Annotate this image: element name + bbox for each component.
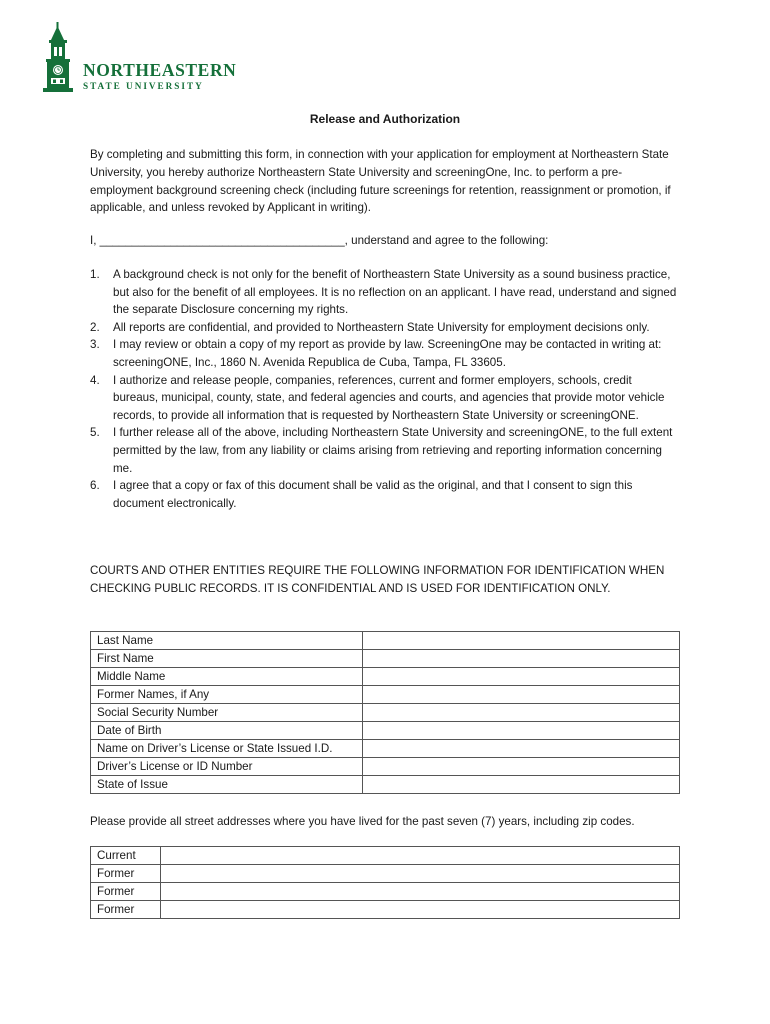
list-item-text: All reports are confidential, and provided to Northeastern State University for employment decisions only.: [113, 320, 650, 334]
table-row: [91, 668, 680, 686]
former-address-field[interactable]: [161, 865, 680, 883]
address-label-former: Former: [91, 883, 161, 901]
list-item: [90, 319, 680, 337]
page-title: Release and Authorization: [309, 112, 461, 126]
identification-table: [90, 631, 680, 794]
table-row: [91, 758, 680, 776]
current-address-field[interactable]: [161, 847, 680, 865]
agreement-line: I, ______________________________________, understand and agree to the following:: [90, 234, 549, 247]
courts-notice: COURTS AND OTHER ENTITIES REQUIRE THE FOLLOWING INFORMATION FOR IDENTIFICATION WHEN CHECKING PUBLIC RECORDS. IT IS CONFIDENTIAL AND IS USED FOR IDENTIFICATION ONLY.: [90, 564, 665, 595]
last-name-field[interactable]: [363, 632, 680, 650]
ssn-field[interactable]: [363, 704, 680, 722]
table-row: [91, 776, 680, 794]
university-name: NORTHEASTERN: [83, 60, 237, 80]
field-label-name-on-license: Name on Driver’s License or State Issued I.D.: [91, 740, 363, 758]
table-row: [91, 632, 680, 650]
terms-list: [90, 266, 680, 512]
name-on-license-field[interactable]: [363, 740, 680, 758]
list-item-number: 5.: [90, 426, 100, 440]
table-row: [91, 883, 680, 901]
table-row: [91, 650, 680, 668]
table-row: [91, 722, 680, 740]
field-label-former-names: Former Names, if Any: [91, 686, 363, 704]
address-prompt: Please provide all street addresses where you have lived for the past seven (7) years, including zip codes.: [90, 815, 635, 828]
list-item: [90, 477, 680, 512]
field-label-first-name: First Name: [91, 650, 363, 668]
first-name-field[interactable]: [363, 650, 680, 668]
table-row: [91, 704, 680, 722]
list-item-text: I may review or obtain a copy of my report as provide by law. ScreeningOne may be contacted in writing at: screeningONE, Inc., 1860 N. Avenida Republica de Cuba, Tampa, FL 33605.: [113, 338, 662, 369]
university-subtitle: STATE UNIVERSITY: [83, 81, 204, 91]
field-label-state-of-issue: State of Issue: [91, 776, 363, 794]
field-label-middle-name: Middle Name: [91, 668, 363, 686]
middle-name-field[interactable]: [363, 668, 680, 686]
list-item-number: 4.: [90, 373, 100, 387]
list-item: [90, 372, 680, 425]
former-address-field[interactable]: [161, 883, 680, 901]
intro-paragraph: By completing and submitting this form, in connection with your application for employment at Northeastern State University, you hereby authorize Northeastern State University and screeningOne, Inc. to perform a pre-employment background screening check (including future screenings for retention, reassignment or promotion, if applicable, and unless revoked by Applicant in writing).: [90, 148, 671, 215]
table-row: [91, 686, 680, 704]
list-item-number: 3.: [90, 338, 100, 352]
state-of-issue-field[interactable]: [363, 776, 680, 794]
former-names-field[interactable]: [363, 686, 680, 704]
address-label-current: Current: [91, 847, 161, 865]
address-label-former: Former: [91, 901, 161, 919]
list-item-text: I authorize and release people, companies, references, current and former employers, schools, credit bureaus, municipal, county, state, and federal agencies and courts, and agencies that provide motor vehicle records, to provide all information that is requested by Northeastern State University or screeningONE.: [113, 373, 665, 422]
list-item: [90, 266, 680, 319]
list-item-number: 6.: [90, 479, 100, 493]
university-logo: [40, 22, 250, 94]
field-label-license-number: Driver’s License or ID Number: [91, 758, 363, 776]
list-item: [90, 424, 680, 477]
list-item-text: I further release all of the above, including Northeastern State University and screeningONE, to the full extent permitted by the law, from any liability or claims arising from retrieving and reporting information concerning me.: [113, 426, 673, 475]
table-row: [91, 740, 680, 758]
table-row: [91, 847, 680, 865]
list-item-text: A background check is not only for the benefit of Northeastern State University as a sound business practice, but also for the benefit of all employees. It is no reflection on an applicant. I have read, understand and signed the separate Disclosure concerning my rights.: [113, 268, 677, 317]
list-item: [90, 336, 680, 371]
table-row: [91, 901, 680, 919]
list-item-number: 1.: [90, 268, 100, 281]
license-number-field[interactable]: [363, 758, 680, 776]
list-item-text: I agree that a copy or fax of this document shall be valid as the original, and that I consent to sign this document electronically.: [113, 479, 633, 510]
list-item-number: 2.: [90, 320, 100, 334]
date-of-birth-field[interactable]: [363, 722, 680, 740]
address-label-former: Former: [91, 865, 161, 883]
table-row: [91, 865, 680, 883]
former-address-field[interactable]: [161, 901, 680, 919]
address-table: [90, 846, 680, 919]
clock-tower-icon: [40, 22, 76, 94]
field-label-date-of-birth: Date of Birth: [91, 722, 363, 740]
field-label-last-name: Last Name: [91, 632, 363, 650]
field-label-ssn: Social Security Number: [91, 704, 363, 722]
